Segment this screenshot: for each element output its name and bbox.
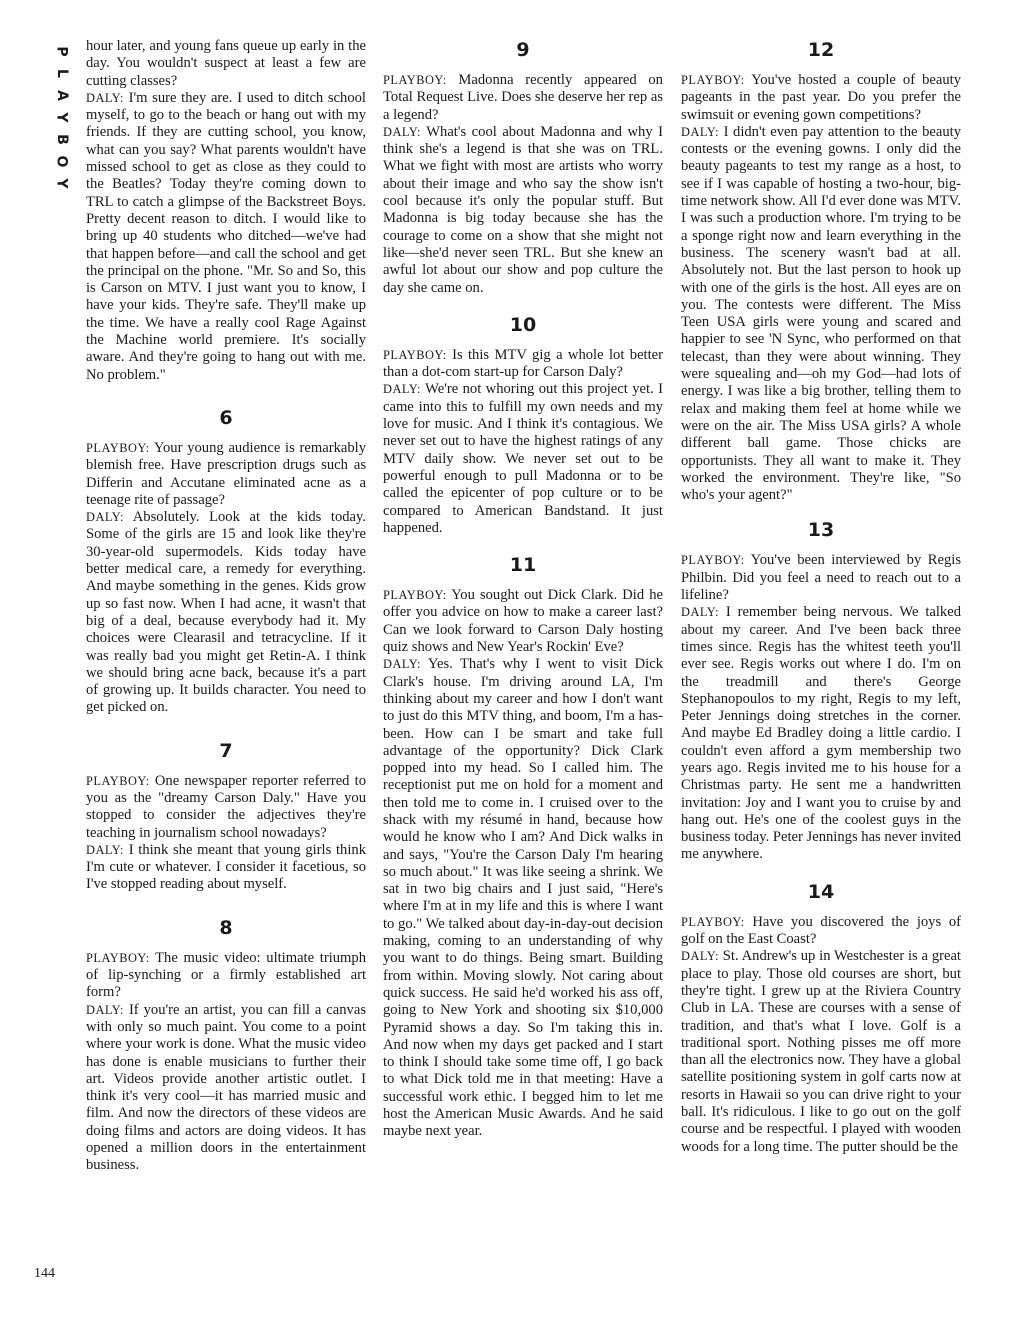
- magazine-name-vertical: [50, 42, 72, 193]
- section-number: 14: [807, 880, 835, 903]
- section-number: 8: [219, 916, 233, 939]
- speaker-label: DALY:: [86, 842, 124, 857]
- paragraph-text: Have you discovered the joys of golf on the East Coast?: [681, 913, 961, 948]
- text-column-2: [383, 38, 663, 1141]
- speaker-label: DALY:: [383, 657, 421, 672]
- paragraph-text: St. Andrew's up in Westchester is a great place to play. Those old courses are short, but they're tight. I grew up at the Riviera Country Club in LA. These are courses with a sense of tradition, and that's what I love. Golf is a traditional sport. Nothing pisses me off more than all the electronics now. They have a global satellite positioning system in golf carts now at resorts in Hawaii so you can drive right to your ball. It's ridiculous. I like to go out on the golf course and be respectful. I played with wooden woods for a long time. The putter should be the: [681, 948, 961, 1155]
- text-column-3: [681, 38, 961, 1156]
- speaker-label: PLAYBOY:: [86, 773, 150, 788]
- magazine-letter: L: [53, 69, 70, 78]
- paragraph-text: Is this MTV gig a whole lot better than a dot-com start-up for Carson Daly?: [383, 346, 663, 381]
- page-number: 144: [34, 1266, 55, 1281]
- question-paragraph: [681, 72, 961, 124]
- paragraph-text: Yes. That's why I went to visit Dick Clark's house. I'm driving around LA, I'm thinking about my career and how I don't want to just do this MTV thing, and boom, I'm a has-been. How can I be smart and take full advantage of the opportunity? Dick Clark popped into my head. So I called him. The receptionist put me on hold for a moment and then told me to come in. I cruised over to the shack with my résumé in hand, because how would he know who I am? And Dick walks in and says, "You're the Carson Daly I'm hearing so much about." It was like seeing a shrink. We sat in two big chairs and I just said, "Here's where I'm at in my life and this is where I want to go." We talked about day-in-day-out decision making, coming to an understanding of why you want to do things. Being smart. Building from within. Moving slowly. Not caring about quick success. He said he'd worked his ass off, going to New York and shooting six $10,000 Pyramid shows a day. So I'm taking this in. And now when my days get packed and I start to think I should take some time off, I go back to what Dick told me in that meeting: Have a successful work ethic. I begged him to let me host the American Music Awards. And he said maybe next year.: [383, 656, 663, 1140]
- answer-paragraph: [681, 604, 961, 863]
- speaker-label: PLAYBOY:: [681, 914, 745, 929]
- question-paragraph: [383, 72, 663, 124]
- answer-paragraph: [86, 842, 366, 894]
- section-number: 10: [509, 313, 537, 336]
- speaker-label: PLAYBOY:: [383, 73, 447, 87]
- answer-paragraph: [86, 509, 366, 717]
- magazine-letter: O: [53, 155, 70, 168]
- paragraph-text: I remember being nervous. We talked about my career. And I've been back three times since. Regis has the whitest teeth you'll ever see. Regis works out where I do. I'm on the treadmill and there's George Stephanopoulos to my right, Regis to my left, Peter Jennings doing stretches in the corner. And maybe Ed Bradley doing a little cardio. I couldn't even afford a gym membership two years ago. Regis invited me to his house for a Christmas party. He sent me a handwritten invitation: Joy and I want you to cruise by and hang out. He's one of the coolest guys in the business today. Peter Jennings has never invited me anywhere.: [681, 604, 961, 863]
- answer-paragraph: [383, 381, 663, 537]
- answer-paragraph: [86, 90, 366, 384]
- paragraph-text: Madonna recently appeared on Total Request Live. Does she deserve her rep as a legend?: [383, 72, 663, 123]
- speaker-label: PLAYBOY:: [86, 950, 150, 965]
- question-paragraph: [383, 587, 663, 656]
- paragraph-text: We're not whoring out this project yet. I came into this to fulfill my own needs and my love for music. And I think it's contagious. We never set out to have the highest ratings of any MTV daily show. We never set out to be powerful enough to pull Madonna or to be called the epicenter of pop culture or to be compared to American Bandstand. It just happened.: [383, 381, 663, 536]
- magazine-letter: P: [53, 46, 70, 57]
- speaker-label: DALY:: [681, 124, 719, 139]
- speaker-label: DALY:: [681, 949, 719, 964]
- speaker-label: DALY:: [86, 510, 124, 525]
- question-paragraph: [681, 552, 961, 604]
- speaker-label: DALY:: [383, 382, 421, 397]
- magazine-letter: Y: [53, 178, 70, 189]
- speaker-label: PLAYBOY:: [681, 73, 745, 87]
- paragraph-text: One newspaper reporter referred to you as the "dreamy Carson Daly." Have you stopped to consider the adjectives they're teaching in journalism school nowadays?: [86, 772, 366, 841]
- paragraph-text: Absolutely. Look at the kids today. Some of the girls are 15 and look like they're 30-year-old supermodels. Kids today have better medical care, a remedy for everything. And maybe something in the genes. Kids grow up so fast now. When I had acne, it wasn't that big of a deal, because everybody had it. My choices were Clearasil and tetracycline. If it was really bad you might get Retin-A. I think we should bring acne back, because it's a part of growing up. It builds character. You need to get picked on.: [86, 509, 367, 716]
- paragraph-text: I didn't even pay attention to the beauty contests or the evening gowns. I only did the beauty pageants to test my range as a host, to see if I was capable of hosting a two-hour, big-time network show. All I'd ever done was MTV. I was such a production whore. I'm trying to be a sponge right now and learn everything in the business. The scenery wasn't bad at all. Absolutely not. But the last person to hook up with one of the girls is the host. All eyes are on you. The contests were different. The Miss Teen USA girls were young and scared and happier to see 'N Sync, who performed on that telecast, than they were about winning. They were squealing and—oh my God—had lots of energy. I was like a big brother, telling them to relax and making them feel at home while we were on the air. The Miss USA girls? A whole different ball game. Those chicks are opportunists. They all want to make it. They worked the environment. They're like, "So who's your agent?": [681, 123, 961, 504]
- paragraph-text: I think she meant that young girls think I'm cute or whatever. I consider it facetious, so I've stopped reading about myself.: [86, 841, 366, 893]
- speaker-label: PLAYBOY:: [383, 347, 447, 362]
- paragraph-text: You sought out Dick Clark. Did he offer you advice on how to make a career last? Can we look forward to Carson Daly hosting quiz shows and New Year's Rockin' Eve?: [383, 587, 663, 656]
- speaker-label: PLAYBOY:: [383, 588, 447, 603]
- answer-paragraph: [383, 656, 663, 1140]
- magazine-letter: B: [53, 134, 70, 145]
- section-number: 6: [219, 406, 233, 429]
- speaker-label: DALY:: [86, 90, 124, 105]
- paragraph-text: What's cool about Madonna and why I think she's a legend is that she was on TRL. What we fight with most are artists who worry about their image and who say the show isn't cool because it's only the popular stuff. But Madonna is big today because she has the courage to come on a show that she might not like—she'd never seen TRL. But she knew an awful lot about our show and pop culture the day she came on.: [383, 123, 663, 296]
- speaker-label: DALY:: [86, 1002, 124, 1017]
- question-paragraph: [681, 914, 961, 949]
- paragraph-text: The music video: ultimate triumph of lip-synching or a firmly established art form?: [86, 949, 367, 1001]
- magazine-letter: A: [53, 90, 70, 101]
- answer-paragraph: [681, 124, 961, 505]
- speaker-label: PLAYBOY:: [86, 440, 150, 455]
- question-paragraph: [86, 950, 366, 1002]
- section-number: 13: [807, 519, 835, 542]
- magazine-letter: Y: [53, 112, 70, 123]
- body-paragraph: [86, 38, 366, 90]
- section-number: 7: [219, 739, 233, 762]
- section-number: 9: [516, 39, 530, 61]
- answer-paragraph: [86, 1002, 366, 1175]
- paragraph-text: I'm sure they are. I used to ditch school myself, to go to the beach or hang out with my friends. If they are cutting school, you know, what can you say? What parents wouldn't have missed school to get as close as they could to the Beatles? Today they're coming down to TRL to catch a glimpse of the Backstreet Boys. Pretty decent reason to ditch. I would like to bring up 40 students who ditched—we've had that happen before—and call the school and get the principal on the phone. "Mr. So and So, this is Carson on MTV. I just want you to know, I have your kids. They're safe. They'll make up the time. We have a really cool Rage Against the Machine world premiere. It's socially aware. And they're going to hang out with me. No problem.": [86, 89, 366, 383]
- section-number: 11: [509, 554, 537, 577]
- section-number: 12: [807, 39, 835, 61]
- answer-paragraph: [383, 124, 663, 297]
- paragraph-text: You've been interviewed by Regis Philbin. Did you feel a need to reach out to a lifeline?: [681, 552, 961, 604]
- paragraph-text: hour later, and young fans queue up early in the day. You wouldn't suspect at least a few are cutting classes?: [86, 38, 366, 89]
- speaker-label: DALY:: [383, 124, 421, 139]
- speaker-label: DALY:: [681, 605, 719, 620]
- answer-paragraph: [681, 948, 961, 1156]
- paragraph-text: If you're an artist, you can fill a canvas with only so much paint. You come to a point where your work is done. What the music video has done is enable musicians to further their art. Videos provide another artistic outlet. I think it's very cool—it has married music and film. And now the directors of these videos are doing films and actors are doing videos. It has opened a million doors in the entertainment business.: [86, 1001, 367, 1174]
- question-paragraph: [86, 773, 366, 842]
- speaker-label: PLAYBOY:: [681, 553, 745, 568]
- question-paragraph: [383, 347, 663, 382]
- text-column-1: [86, 38, 366, 1175]
- paragraph-text: Your young audience is remarkably blemish free. Have prescription drugs such as Differin and Accutane eliminated acne as a teenage rite of passage?: [86, 439, 366, 508]
- question-paragraph: [86, 440, 366, 509]
- paragraph-text: You've hosted a couple of beauty pageants in the past year. Do you prefer the swimsuit or evening gown competitions?: [681, 72, 961, 123]
